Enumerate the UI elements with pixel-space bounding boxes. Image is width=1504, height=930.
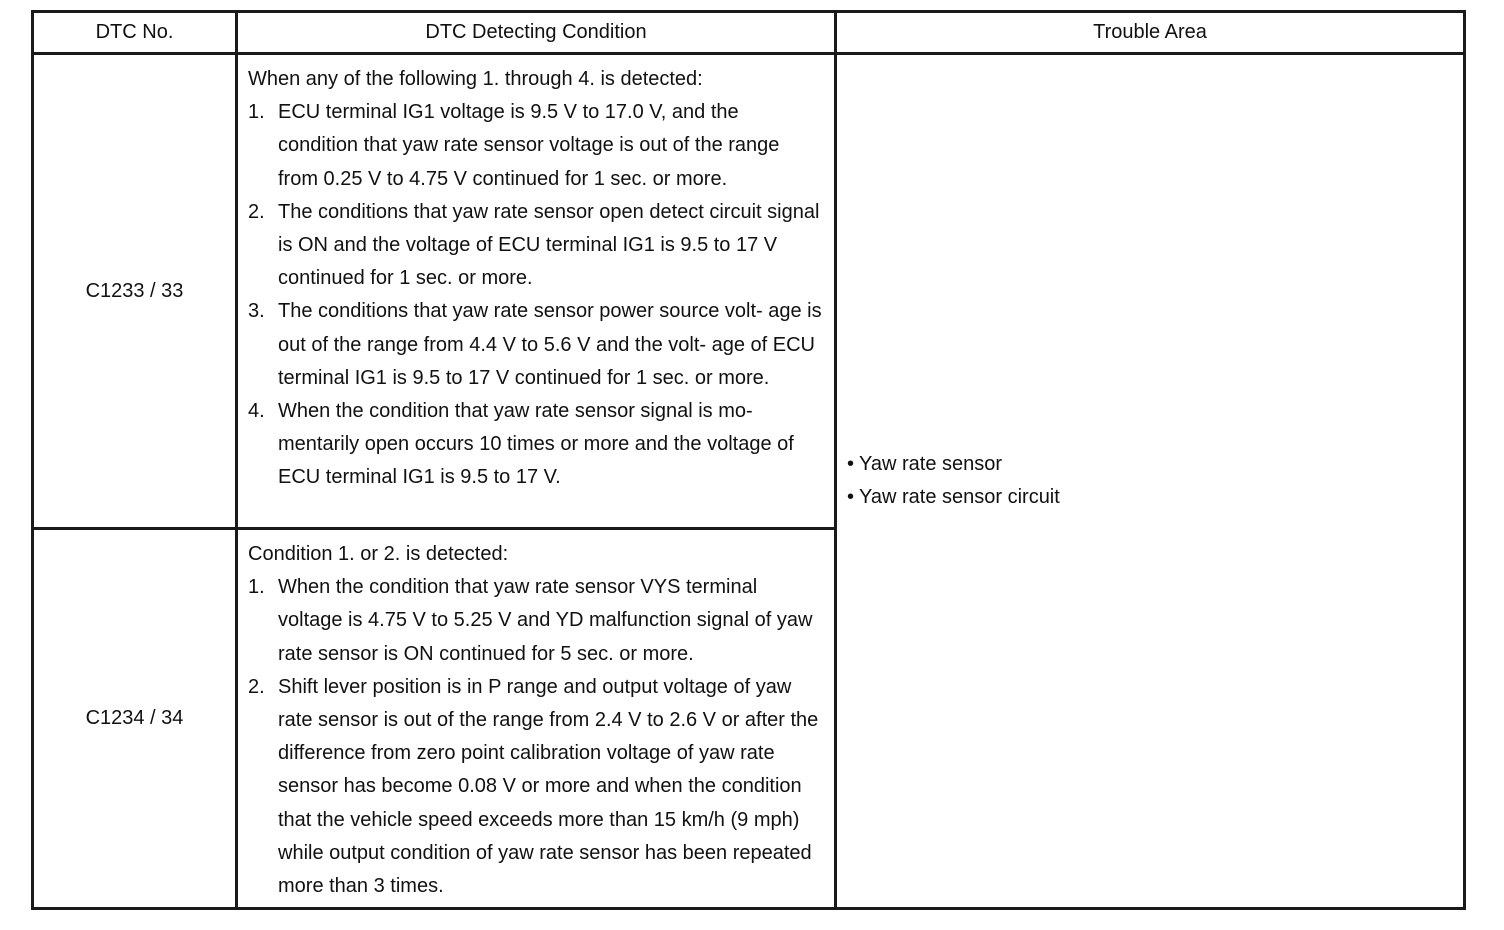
- condition-number: 2.: [248, 200, 265, 223]
- condition-text: ECU terminal IG1 voltage is 9.5 V to 17.0 V, and the condition that yaw rate sensor voltage is out of the range from 0.25 V to 4.75 V continued for 1 sec. or more.: [278, 101, 780, 190]
- condition-text: When the condition that yaw rate sensor signal is mo- mentarily open occurs 10 times or more and the voltage of ECU terminal IG1 is 9.5 to 17 V.: [278, 400, 794, 489]
- header-dtc-no: DTC No.: [33, 12, 237, 54]
- condition-text: Shift lever position is in P range and output voltage of yaw rate sensor is out of the range from 2.4 V to 2.6 V or after the difference from zero point calibration voltage of yaw rate sensor has become 0.08 V or more and when the condition that the vehicle speed exceeds more than 15 km/h (9 mph) while output condition of yaw rate sensor has been repeated more than 3 times.: [278, 675, 819, 898]
- detecting-condition: [237, 54, 836, 529]
- condition-list: [248, 96, 824, 494]
- condition-number: 3.: [248, 300, 265, 323]
- dtc-table: [31, 10, 1466, 910]
- condition-item: [248, 395, 824, 495]
- condition-item: [248, 196, 824, 296]
- trouble-area: [836, 54, 1465, 909]
- bullet-icon: •: [847, 486, 855, 509]
- condition-number: 4.: [248, 400, 265, 423]
- condition-list: [248, 571, 824, 903]
- condition-text: The conditions that yaw rate sensor open detect circuit signal is ON and the voltage of ECU terminal IG1 is 9.5 to 17 V continued for 1 sec. or more.: [278, 200, 820, 290]
- condition-text: The conditions that yaw rate sensor power source volt- age is out of the range from 4.4 V to 5.6 V and the volt- age of ECU terminal IG1 is 9.5 to 17 V continued for 1 sec. or more.: [278, 300, 822, 389]
- dtc-code: C1234 / 34: [33, 529, 237, 909]
- condition-number: 1.: [248, 101, 265, 124]
- trouble-area-list: [847, 448, 1453, 514]
- condition-number: 1.: [248, 576, 265, 599]
- condition-item: [248, 671, 824, 903]
- condition-intro: Condition 1. or 2. is detected:: [248, 543, 509, 565]
- condition-item: [248, 571, 824, 671]
- header-detecting-condition: DTC Detecting Condition: [237, 12, 836, 54]
- trouble-area-item: [847, 448, 1453, 481]
- condition-intro: When any of the following 1. through 4. is detected:: [248, 68, 703, 90]
- condition-item: [248, 295, 824, 395]
- trouble-area-text: Yaw rate sensor: [859, 452, 1003, 475]
- condition-text: When the condition that yaw rate sensor VYS terminal voltage is 4.75 V to 5.25 V and YD malfunction signal of yaw rate sensor is ON continued for 5 sec. or more.: [278, 576, 813, 665]
- header-trouble-area: Trouble Area: [836, 12, 1465, 54]
- header-row: [33, 12, 1465, 54]
- trouble-area-item: [847, 481, 1453, 514]
- table-row: [33, 54, 1465, 529]
- dtc-code: C1233 / 33: [33, 54, 237, 529]
- trouble-area-text: Yaw rate sensor circuit: [859, 486, 1060, 509]
- detecting-condition: [237, 529, 836, 909]
- bullet-icon: •: [847, 452, 855, 475]
- condition-item: [248, 96, 824, 196]
- condition-number: 2.: [248, 675, 265, 698]
